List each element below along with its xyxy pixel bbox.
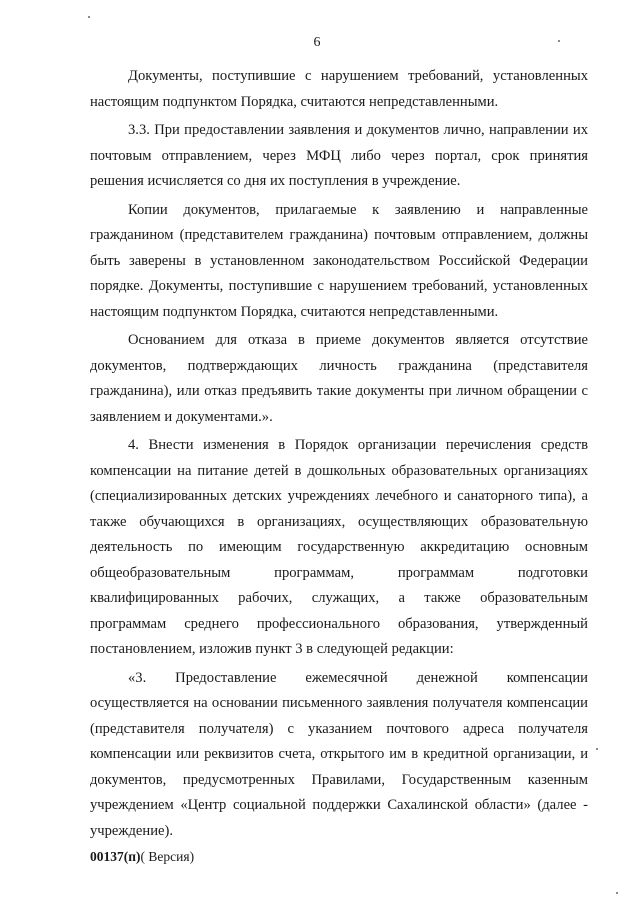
page-number: 6 bbox=[313, 35, 321, 50]
scan-speck bbox=[616, 892, 618, 894]
scan-speck bbox=[558, 40, 560, 42]
footer-code: 00137(п) bbox=[90, 849, 141, 864]
document-body bbox=[90, 64, 588, 847]
footer-version: ( Версия) bbox=[140, 849, 195, 864]
scan-speck bbox=[88, 16, 90, 18]
paragraph-document-copies: Копии документов, прилагаемые к заявлению и направленные гражданином (представителем гражданина) почтовым отправлением, должны быть заверены в установленном законодательством Российской Федерации порядке. Документы, поступившие с нарушением требований, установленных настоящим подпунктом Порядка, считаются непредставленными. bbox=[90, 201, 588, 320]
paragraph-unrepresented-documents: Документы, поступившие с нарушением требований, установленных настоящим подпунктом Порядка, считаются непредставленными. bbox=[90, 68, 588, 110]
paragraph-4-amendments: 4. Внести изменения в Порядок организации перечисления средств компенсации на питание детей в дошкольных образовательных организациях (специализированных детских учреждениях лечебного и санаторного типа), а также обучающихся в организациях, осуществляющих образовательную деятельность по имеющим государственную аккредитацию основным общеобразовательным программам, программам подготовки квалифицированных рабочих, служащих, а также образовательным программам среднего профессионального образования, утвержденный постановлением, изложив пункт 3 в следующей редакции: bbox=[90, 437, 588, 657]
paragraph-refusal-grounds: Основанием для отказа в приеме документов является отсутствие документов, подтверждающих личность гражданина (представителя гражданина), или отказ предъявить такие документы при личном обращении с заявлением и документами.». bbox=[90, 332, 588, 425]
paragraph-quoted-point-3: «3. Предоставление ежемесячной денежной компенсации осуществляется на основании письменного заявления получателя компенсации (представителя получателя) с указанием почтового адреса получателя компенсации или реквизитов счета, открытого им в кредитной организации, и документов, предусмотренных Правилами, Государственным казенным учреждением «Центр социальной поддержки Сахалинской области» (далее - учреждение). bbox=[90, 669, 588, 839]
paragraph-3-3-submission-term: 3.3. При предоставлении заявления и документов лично, направлении их почтовым отправлением, через МФЦ либо через портал, срок принятия решения исчисляется со дня их поступления в учреждение. bbox=[90, 122, 588, 189]
footer-document-code bbox=[90, 848, 194, 866]
scan-speck bbox=[596, 748, 598, 750]
